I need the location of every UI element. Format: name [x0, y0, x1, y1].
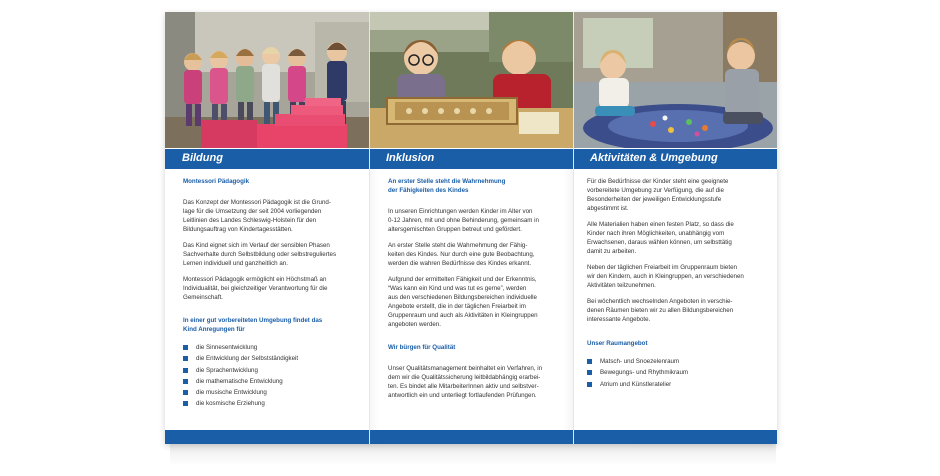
text-line: Montessori Pädagogik ermöglicht ein Höchstmaß an [183, 276, 327, 283]
fold-line [573, 12, 574, 444]
list-item [183, 399, 359, 408]
text-line: Erwachsenen, daraus wählen können, um selbsttätig [587, 239, 732, 246]
brochure-spread [165, 12, 777, 444]
paragraph [388, 207, 564, 234]
text-line: antwortlich ein und unterliegt fortlaufenden Prüfungen. [388, 392, 537, 399]
text-line: wir den Kindern, auch in Kleingruppen, an verschiedenen [587, 273, 744, 280]
heading-line: der Fähigkeiten des Kindes [388, 187, 469, 194]
bullet-square-icon [587, 359, 592, 364]
panel-title-band [369, 149, 573, 169]
text-line: altersgemischten Gruppen betreut und gefördert. [388, 226, 522, 233]
list-item [183, 366, 359, 375]
text-line: Alle Materialien haben einen festen Platz, so dass die [587, 221, 734, 228]
list-item [587, 368, 763, 377]
panel-inklusion [369, 12, 573, 444]
text-line: Sachverhalte durch Selbstbildung oder selbstreguliertes [183, 251, 337, 258]
list-item [183, 377, 359, 386]
panel-footer-band [165, 430, 369, 444]
text-line: In unseren Einrichtungen werden Kinder im Alter von [388, 208, 533, 215]
text-line: damit zu arbeiten. [587, 248, 637, 255]
text-line: An erster Stelle steht die Wahrnehmung der Fähig- [388, 242, 528, 249]
paragraph [388, 275, 564, 329]
text-line: Aufgrund der ermittelten Fähigkeit und der Erkenntnis, [388, 276, 537, 283]
children-with-montessori-material-photo [369, 12, 573, 148]
bullet-square-icon [183, 379, 188, 384]
text-line: dem wir die Qualitätssicherung leitbildabhängig erarbei- [388, 374, 541, 381]
paragraph [388, 241, 564, 268]
panel-title: Inklusion [386, 152, 435, 164]
panel-content [183, 177, 359, 411]
text-line: aus den verschiedenen Bildungsbereichen individuelle [388, 294, 537, 301]
children-with-pink-tower-photo [165, 12, 369, 148]
heading-line: An erster Stelle steht die Wahrnehmung [388, 178, 506, 185]
text-line: Besonderheiten der jeweiligen Entwicklungsstufe [587, 196, 722, 203]
list-item-label: die musische Entwicklung [196, 389, 267, 397]
panel-footer-band [573, 430, 777, 444]
text-line: ten. Es bindet alle MitarbeiterInnen aktiv und selbstver- [388, 383, 539, 390]
text-line: Unser Qualitätsmanagement beinhaltet ein Verfahren, in [388, 365, 543, 372]
text-line: Angebote erstellt, die in der täglichen Freiarbeit im [388, 303, 526, 310]
paragraph [587, 297, 763, 324]
panel-content [388, 177, 564, 407]
list-item [183, 388, 359, 397]
text-line: 0-12 Jahren, mit und ohne Behinderung, gemeinsam in [388, 217, 540, 224]
text-line: Lernen individuell und ganzheitlich an. [183, 260, 288, 267]
text-line: denen Räumen bieten wir zu allen Bildungsbereichen [587, 307, 734, 314]
section-heading [183, 316, 359, 334]
panel-bildung [165, 12, 369, 444]
list-item-label: die Entwicklung der Selbstständigkeit [196, 355, 299, 363]
text-line: Aktivitäten teilzunehmen. [587, 282, 656, 289]
paragraph [388, 364, 564, 400]
bullet-square-icon [587, 370, 592, 375]
list-item [587, 380, 763, 389]
section-heading [388, 177, 564, 195]
text-line: Individualität, bei gleichzeitiger Verantwortung für die [183, 285, 328, 292]
panel-title: Bildung [182, 152, 223, 164]
text-line: Das Konzept der Montessori Pädagogik ist die Grund- [183, 199, 331, 206]
paragraph [587, 220, 763, 256]
panel-title-band [165, 149, 369, 169]
paragraph [587, 177, 763, 213]
text-line: werden die wahren Bedürfnisse des Kindes erkannt. [388, 260, 532, 267]
bullet-square-icon [587, 382, 592, 387]
text-line: Neben der täglichen Freiarbeit im Gruppenraum bieten [587, 264, 737, 271]
bullet-list [587, 357, 763, 389]
text-line: “Was kann ein Kind und was tut es gerne”, werden [388, 285, 527, 292]
panel-title: Aktivitäten & Umgebung [590, 152, 718, 164]
bullet-square-icon [183, 356, 188, 361]
text-line: Gemeinschaft. [183, 294, 223, 301]
list-item-label: die Sinnesentwicklung [196, 344, 258, 351]
list-item-label: Atrium und Künstleratelier [600, 380, 672, 388]
bullet-square-icon [183, 345, 188, 350]
section-heading: Unser Raumangebot [587, 340, 648, 347]
list-item [183, 343, 359, 352]
list-item-label: die mathematische Entwicklung [196, 377, 283, 385]
section-heading: Wir bürgen für Qualität [388, 344, 456, 351]
children-working-on-floor-map-photo [573, 12, 777, 148]
text-line: Gruppenraum und auch als Aktivitäten in Kleingruppen [388, 312, 538, 319]
fold-line [369, 12, 370, 444]
bullet-square-icon [183, 368, 188, 373]
text-line: interessante Angebote. [587, 316, 651, 323]
text-line: vorbereitete Umgebung zur Verfügung, die auf die [587, 187, 724, 194]
heading-line: Kind Anregungen für [183, 326, 245, 333]
list-item-label: die Sprachentwicklung [196, 366, 258, 374]
list-item-label: die kosmische Erziehung [196, 400, 265, 408]
list-item [183, 354, 359, 363]
heading-line: In einer gut vorbereiteten Umgebung findet das [183, 317, 323, 324]
paragraph [183, 198, 359, 234]
panel-aktivitaeten [573, 12, 777, 444]
text-line: keiten des Kindes. Nur durch eine gute Beobachtung, [388, 251, 535, 258]
paragraph [183, 275, 359, 302]
bullet-list [183, 343, 359, 408]
bullet-square-icon [183, 401, 188, 406]
paragraph [183, 241, 359, 268]
panel-footer-band [369, 430, 573, 444]
text-line: Für die Bedürfnisse der Kinder steht eine geeignete [587, 178, 729, 185]
text-line: Kinder nach ihren Möglichkeiten, unabhängig vom [587, 230, 725, 237]
text-line: angeboten werden. [388, 321, 441, 328]
panel-title-band [573, 149, 777, 169]
text-line: lage für die Umsetzung der seit 2004 vorliegenden [183, 208, 322, 215]
paragraph [587, 263, 763, 290]
text-line: abgestimmt ist. [587, 205, 629, 212]
text-line: Das Kind eignet sich im Verlauf der sensiblen Phasen [183, 242, 330, 249]
list-item [587, 357, 763, 366]
text-line: Bildungsauftrag von Kindertagesstätten. [183, 226, 293, 233]
list-item-label: Bewegungs- und Rhythmikraum [600, 369, 689, 377]
panel-content [587, 177, 763, 391]
list-item-label: Matsch- und Snoezelenraum [600, 358, 680, 365]
text-line: Bei wöchentlich wechselnden Angeboten in verschie- [587, 298, 733, 305]
bullet-square-icon [183, 390, 188, 395]
section-heading: Montessori Pädagogik [183, 178, 250, 185]
text-line: Leitlinien des Landes Schleswig-Holstein für den [183, 217, 317, 224]
